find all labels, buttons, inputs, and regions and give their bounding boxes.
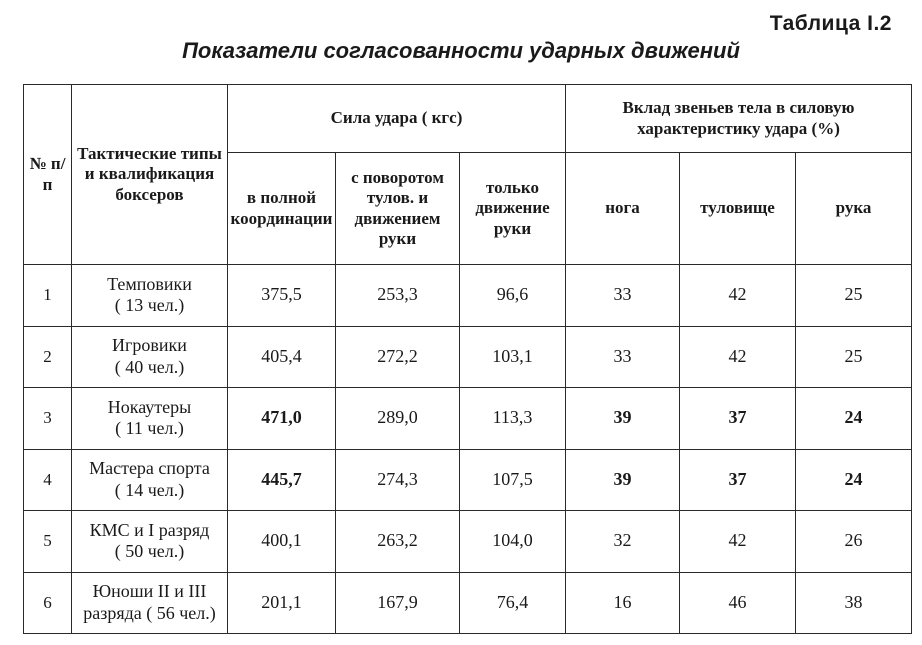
row-type xyxy=(72,265,228,327)
table-title: Показатели согласованности ударных движений xyxy=(182,38,740,63)
row-type-name: Темповики xyxy=(107,273,192,294)
header-torso: туловище xyxy=(680,153,796,265)
row-type xyxy=(72,388,228,450)
row-num: 3 xyxy=(24,388,72,450)
cell-force-arm: 113,3 xyxy=(460,388,566,450)
cell-force-full: 375,5 xyxy=(228,265,336,327)
row-num: 6 xyxy=(24,572,72,634)
row-type-name: Нокаутеры xyxy=(107,396,192,417)
row-type-name: КМС и I разряд xyxy=(89,519,210,540)
cell-force-full: 445,7 xyxy=(228,449,336,511)
row-num: 1 xyxy=(24,265,72,327)
row-num: 4 xyxy=(24,449,72,511)
cell-force-turn: 253,3 xyxy=(336,265,460,327)
table-row xyxy=(24,326,912,388)
row-type-count: ( 50 чел.) xyxy=(114,541,185,562)
cell-leg: 16 xyxy=(566,572,680,634)
cell-torso: 37 xyxy=(680,388,796,450)
cell-force-full: 471,0 xyxy=(228,388,336,450)
cell-arm: 26 xyxy=(796,511,912,573)
row-type xyxy=(72,449,228,511)
row-type-name: Игровики xyxy=(112,335,187,356)
cell-torso: 42 xyxy=(680,326,796,388)
header-arm: рука xyxy=(796,153,912,265)
cell-force-turn: 274,3 xyxy=(336,449,460,511)
cell-force-arm: 103,1 xyxy=(460,326,566,388)
row-type-count: разряда ( 56 чел.) xyxy=(83,602,216,623)
header-force-group: Сила удара ( кгс) xyxy=(228,85,566,153)
cell-torso: 42 xyxy=(680,265,796,327)
cell-leg: 32 xyxy=(566,511,680,573)
cell-torso: 46 xyxy=(680,572,796,634)
header-force-full: в полной координации xyxy=(228,153,336,265)
row-type xyxy=(72,572,228,634)
row-type-name: Мастера спорта xyxy=(89,458,210,479)
table-label: Таблица I.2 xyxy=(769,12,892,35)
cell-force-turn: 289,0 xyxy=(336,388,460,450)
row-type-count: ( 11 чел.) xyxy=(115,418,184,439)
cell-arm: 38 xyxy=(796,572,912,634)
cell-force-arm: 76,4 xyxy=(460,572,566,634)
cell-force-turn: 272,2 xyxy=(336,326,460,388)
cell-arm: 25 xyxy=(796,265,912,327)
cell-torso: 37 xyxy=(680,449,796,511)
cell-arm: 24 xyxy=(796,449,912,511)
cell-force-full: 405,4 xyxy=(228,326,336,388)
cell-leg: 39 xyxy=(566,449,680,511)
cell-force-full: 400,1 xyxy=(228,511,336,573)
cell-arm: 25 xyxy=(796,326,912,388)
cell-arm: 24 xyxy=(796,388,912,450)
cell-leg: 33 xyxy=(566,326,680,388)
cell-force-turn: 263,2 xyxy=(336,511,460,573)
row-type-name: Юноши II и III xyxy=(92,581,207,602)
header-force-turn: с поворотом тулов. и движением руки xyxy=(336,153,460,265)
header-leg: нога xyxy=(566,153,680,265)
row-type-count: ( 14 чел.) xyxy=(114,479,185,500)
row-type-count: ( 40 чел.) xyxy=(114,356,185,377)
cell-force-turn: 167,9 xyxy=(336,572,460,634)
table-row xyxy=(24,511,912,573)
header-force-arm: только движение руки xyxy=(460,153,566,265)
row-num: 2 xyxy=(24,326,72,388)
table-row xyxy=(24,265,912,327)
table-row xyxy=(24,572,912,634)
header-type: Тактические типы и квалификация боксеров xyxy=(72,85,228,265)
header-contrib-group: Вклад звеньев тела в силовую характеристику удара (%) xyxy=(566,85,912,153)
data-table xyxy=(23,84,912,634)
cell-leg: 39 xyxy=(566,388,680,450)
row-type xyxy=(72,511,228,573)
cell-leg: 33 xyxy=(566,265,680,327)
header-num: № п/п xyxy=(24,85,72,265)
cell-force-full: 201,1 xyxy=(228,572,336,634)
row-type-count: ( 13 чел.) xyxy=(114,295,185,316)
header-row-1 xyxy=(24,85,912,153)
table-row xyxy=(24,388,912,450)
row-type xyxy=(72,326,228,388)
cell-force-arm: 96,6 xyxy=(460,265,566,327)
cell-torso: 42 xyxy=(680,511,796,573)
cell-force-arm: 107,5 xyxy=(460,449,566,511)
row-num: 5 xyxy=(24,511,72,573)
table-row xyxy=(24,449,912,511)
cell-force-arm: 104,0 xyxy=(460,511,566,573)
